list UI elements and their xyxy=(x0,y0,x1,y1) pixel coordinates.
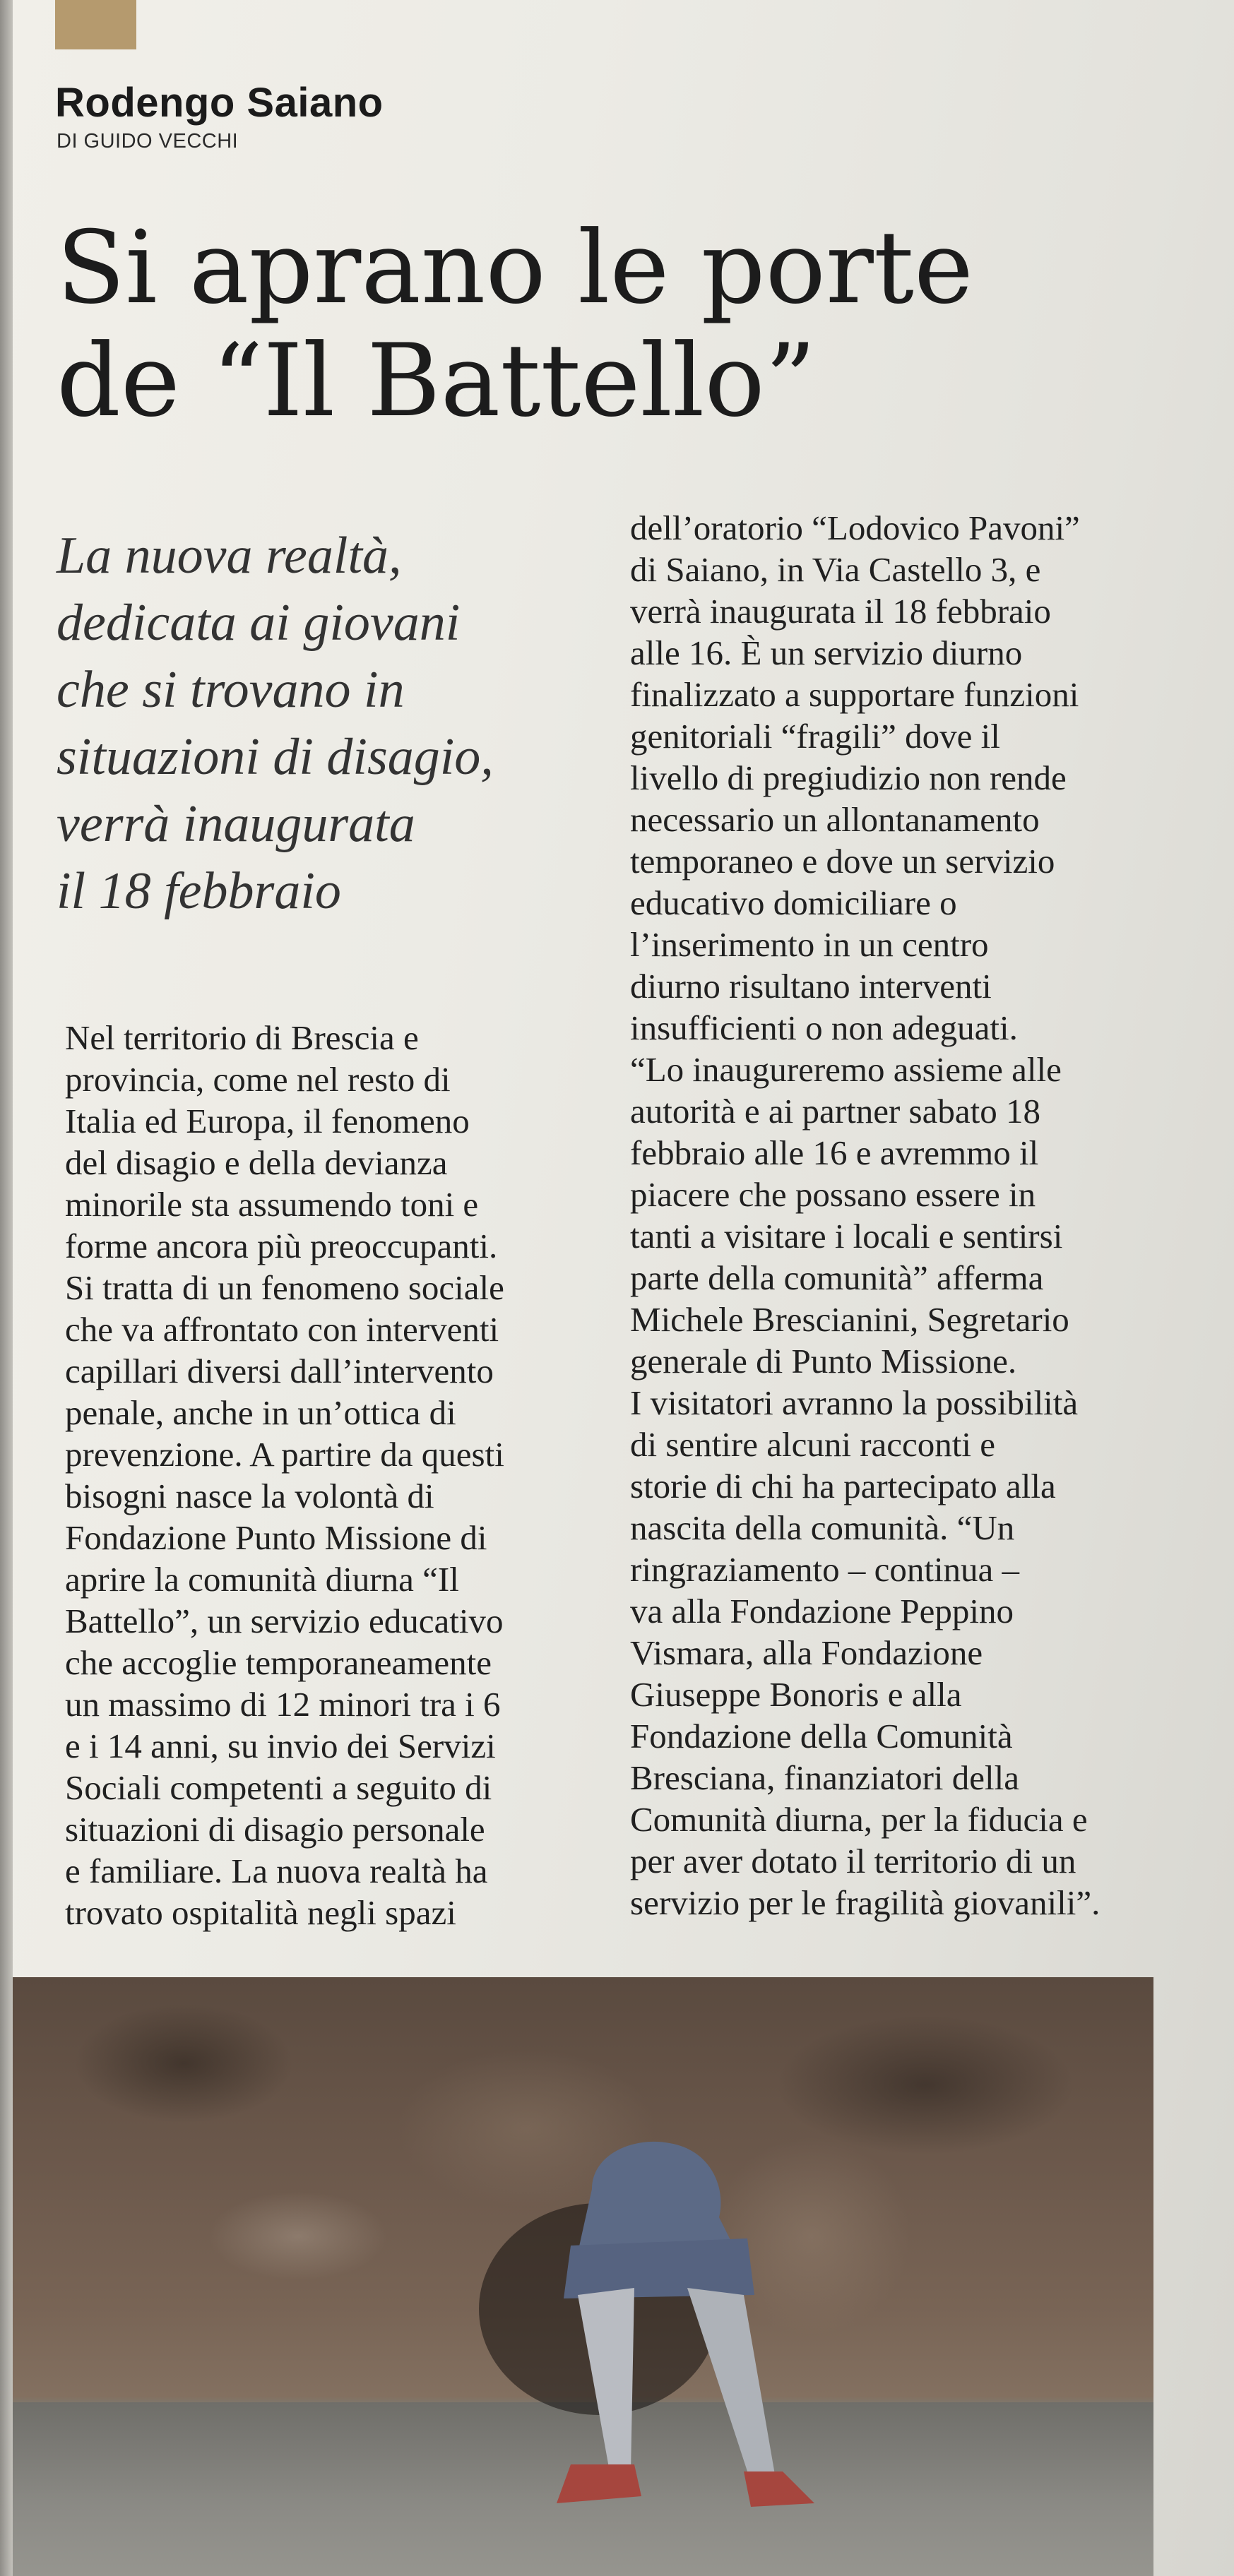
body-text-line: l’inserimento in un centro xyxy=(630,925,989,964)
body-text-line: piacere che possano essere in xyxy=(630,1175,1036,1214)
left-shoe xyxy=(557,2464,641,2503)
subhead-line: dedicata ai giovani xyxy=(57,594,461,652)
article-body-left-column xyxy=(65,1017,574,1933)
article-byline: DI GUIDO VECCHI xyxy=(57,130,239,153)
body-text-line: di Saiano, in Via Castello 3, e xyxy=(630,550,1041,589)
subhead-line: verrà inaugurata xyxy=(57,795,415,853)
body-text-line: storie di chi ha partecipato alla xyxy=(630,1467,1056,1505)
body-text-line: Fondazione Punto Missione di xyxy=(65,1518,487,1557)
body-text-line: autorità e ai partner sabato 18 xyxy=(630,1092,1040,1131)
body-text-line: Michele Brescianini, Segretario xyxy=(630,1300,1069,1339)
article-headline xyxy=(57,212,1116,438)
body-text-line: necessario un allontanamento xyxy=(630,800,1040,839)
body-text-line: Si tratta di un fenomeno sociale xyxy=(65,1268,504,1307)
body-text-line: I visitatori avranno la possibilità xyxy=(630,1383,1079,1422)
body-text-line: nascita della comunità. “Un xyxy=(630,1508,1015,1547)
right-shoe xyxy=(744,2471,814,2507)
body-text-line: Battello”, un servizio educativo xyxy=(65,1602,504,1640)
article-location: Rodengo Saiano xyxy=(55,80,384,126)
section-color-tab xyxy=(55,0,136,49)
body-text-line: Giuseppe Bonoris e alla xyxy=(630,1675,962,1714)
body-text-line: situazioni di disagio personale xyxy=(65,1810,485,1849)
body-text-line: alle 16. È un servizio diurno xyxy=(630,633,1023,672)
body-text-line: che accoglie temporaneamente xyxy=(65,1643,492,1682)
body-text-line: dell’oratorio “Lodovico Pavoni” xyxy=(630,508,1080,547)
article-body-right-column xyxy=(630,507,1188,1924)
body-text-line: penale, anche in un’ottica di xyxy=(65,1393,456,1432)
body-text-line: bisogni nasce la volontà di xyxy=(65,1477,434,1515)
body-text-line: finalizzato a supportare funzioni xyxy=(630,675,1079,714)
body-text-line: temporaneo e dove un servizio xyxy=(630,842,1055,881)
hoodie-body xyxy=(564,2238,754,2298)
subhead-line: situazioni di disagio, xyxy=(57,728,494,786)
hooded-youth-figure xyxy=(13,1977,1153,2576)
body-text-line: Vismara, alla Fondazione xyxy=(630,1633,983,1672)
article-photo xyxy=(13,1977,1153,2576)
body-text-line: tanti a visitare i locali e sentirsi xyxy=(630,1217,1063,1256)
right-leg xyxy=(687,2288,776,2482)
body-text-line: Bresciana, finanziatori della xyxy=(630,1758,1019,1797)
body-text-line: “Lo inaugureremo assieme alle xyxy=(630,1050,1062,1089)
body-text-line: capillari diversi dall’intervento xyxy=(65,1352,494,1390)
body-text-line: ringraziamento – continua – xyxy=(630,1550,1020,1589)
body-text-line: verrà inaugurata il 18 febbraio xyxy=(630,592,1051,631)
subhead-line: il 18 febbraio xyxy=(57,862,341,920)
body-text-line: Fondazione della Comunità xyxy=(630,1717,1013,1755)
body-text-line: aprire la comunità diurna “Il xyxy=(65,1560,459,1599)
headline-line: de “Il Battello” xyxy=(57,323,817,439)
subhead-line: che si trovano in xyxy=(57,661,405,719)
body-text-line: febbraio alle 16 e avremmo il xyxy=(630,1133,1039,1172)
page-edge-shadow xyxy=(0,0,13,2576)
subhead-line: La nuova realtà, xyxy=(57,527,402,585)
body-text-line: generale di Punto Missione. xyxy=(630,1342,1017,1381)
body-text-line: parte della comunità” afferma xyxy=(630,1258,1044,1297)
body-text-line: trovato ospitalità negli spazi xyxy=(65,1893,456,1932)
article-subheading xyxy=(57,523,565,925)
body-text-line: prevenzione. A partire da questi xyxy=(65,1435,504,1474)
body-text-line: e familiare. La nuova realtà ha xyxy=(65,1852,488,1890)
body-text-line: educativo domiciliare o xyxy=(630,883,957,922)
body-text-line: e i 14 anni, su invio dei Servizi xyxy=(65,1727,496,1765)
body-text-line: forme ancora più preoccupanti. xyxy=(65,1227,498,1265)
hood xyxy=(578,2142,733,2253)
body-text-line: genitoriali “fragili” dove il xyxy=(630,717,1000,756)
body-text-line: Nel territorio di Brescia e xyxy=(65,1018,419,1057)
body-text-line: per aver dotato il territorio di un xyxy=(630,1842,1076,1880)
body-text-line: va alla Fondazione Peppino xyxy=(630,1592,1014,1630)
body-text-line: del disagio e della devianza xyxy=(65,1143,448,1182)
body-text-line: insufficienti o non adeguati. xyxy=(630,1008,1018,1047)
body-text-line: Sociali competenti a seguito di xyxy=(65,1768,492,1807)
headline-line: Si aprano le porte xyxy=(57,210,973,326)
body-text-line: che va affrontato con interventi xyxy=(65,1310,499,1349)
body-text-line: servizio per le fragilità giovanili”. xyxy=(630,1883,1100,1922)
body-text-line: minorile sta assumendo toni e xyxy=(65,1185,479,1224)
body-text-line: un massimo di 12 minori tra i 6 xyxy=(65,1685,501,1724)
body-text-line: Italia ed Europa, il fenomeno xyxy=(65,1102,470,1140)
body-text-line: Comunità diurna, per la fiducia e xyxy=(630,1800,1088,1839)
body-text-line: di sentire alcuni racconti e xyxy=(630,1425,995,1464)
body-text-line: diurno risultano interventi xyxy=(630,967,992,1006)
body-text-line: provincia, come nel resto di xyxy=(65,1060,451,1099)
body-text-line: livello di pregiudizio non rende xyxy=(630,758,1067,797)
